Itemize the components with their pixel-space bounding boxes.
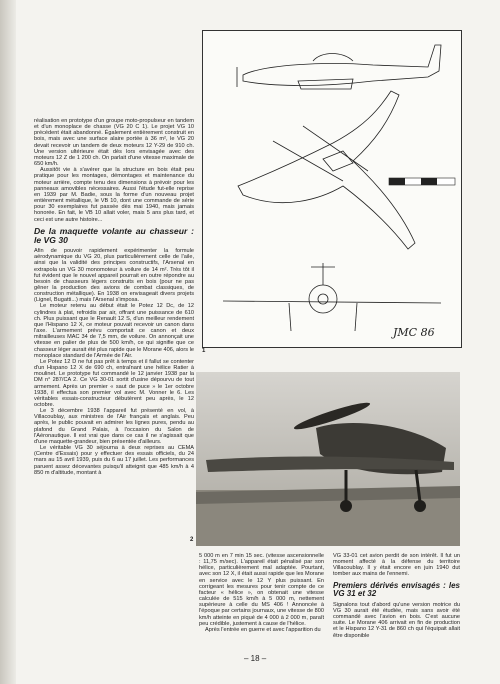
artist-signature: JMC 86 [393, 326, 435, 339]
text-column-1 [34, 118, 194, 476]
three-view-drawing [202, 30, 462, 348]
paragraph: réalisation en prototype d'un groupe moto-propulseur en tandem et d'un monoplace de chasse (VG 20 C 1). Le projet VG 10 précédent était abandonné. Également entièrement construit en bois, mais avec une surface alaire portée à 36 m², le VG 20 devait recevoir un tandem de deux moteurs 12 Y-29 de 910 ch. Une version ultérieure était dès lors envisagée avec des moteurs 12 Z de 1 200 ch. On parlait d'une vitesse maximale de 650 km/h. [34, 118, 194, 168]
paragraph: Le véritable VG 30 séjourna à deux reprises au CEMA (Centre d'Essais) pour y effectuer des essais officiels, du 24 mars au 15 avril 1939, puis du 6 au 17 juillet. Les performances paruent assez décevantes puisqu'il atteignit que 485 km/h à 4 850 m d'altitude, montant à [34, 445, 194, 476]
aircraft-three-view-svg [203, 31, 461, 347]
paragraph: Le 3 décembre 1938 l'appareil fut présenté en vol, à Villacoublay, aux ministres de l'Air français et anglais. Peu après, le public pouvait en admirer les lignes pures, pendu au plafond du Grand Palais, à l'occasion du Salon de l'Aéronautique. Il est vrai que dans ce cas il ne s'agissait que d'une maquette-grandeur, bien présentée d'ailleurs. [34, 408, 194, 445]
paragraph: 5 000 m en 7 min 15 sec. (vitesse ascensionnelle : 11,75 m/sec). L'appareil était pénalisé par son hélice, particulièrement mal adaptée. Pourtant, avec son 12 X, il était aussi rapide que les Morane en service avec le 12 Y plus puissant. En corrigeant les mesures pour tenir compte de ce facteur « hélice », on obtenait une vitesse calculée de 515 km/h à 5 000 m, nettement supérieure à celle du MS 406 ! Annoncée à l'époque par certains journaux, une vitesse de 800 km/h atteinte en piqué de 4 000 à 2 000 m, paraît peu crédible, justement à cause de l'hélice. [199, 553, 324, 627]
text-column-2 [199, 553, 324, 633]
aircraft-photograph [196, 372, 460, 546]
paragraph: VG 33-01 cet avion perdit de son intérêt. Il fut un moment affecté à la défense du territoire Villacoublay. Il y était encore en juin 1940 dut tomber aux mains de l'ennemi. [333, 553, 460, 578]
binding-shadow [0, 0, 16, 684]
section-title: Premiers dérivés envisagés : les VG 31 et 32 [333, 580, 460, 599]
figure-1-label: 1 [202, 348, 206, 354]
page-number: – 18 – [244, 654, 267, 663]
paragraph: Après l'entrée en guerre et avec l'apparition du [205, 626, 321, 633]
photo-svg [196, 372, 460, 546]
section-title: De la maquette volante au chasseur : le VG 30 [34, 225, 194, 245]
paragraph: Le moteur retenu au début était le Potez 12 Dc, de 12 cylindres à plat, refroidis par air, offrant une puissance de 610 ch. Plus puissant que le Renault 12 S, d'un meilleur rendement que l'Hispano 12 X, ce moteur pouvait recevoir un canon dans l'axe. L'armement prévu comportait ce canon et deux mitrailleuses MAC 34 de 7,5 mm, de voilure. On annonçait une vitesse en palier de plus de 500 km/h, ce qui signifie que ce chasseur léger aurait été plus rapide que le Morane 406, alors le monoplace standard de l'Armée de l'Air. [34, 303, 194, 359]
paragraph: Signalons tout d'abord qu'une version motrice du VG 30 aurait été étudiée, mais sans avoir été commandé avec l'avion en bois. C'est aucune suite. Le Morane 406 arrivait en fin de production et le Hispano 12 Y-31 de 860 ch qui l'équipait allait être disponible [333, 601, 460, 639]
paragraph: Afin de pouvoir rapidement expérimenter la formule aérodynamique du VG 20, plus particulièrement celle de l'aile, ainsi que la validité des principes constructifs, l'Arsenal en extrapola un VG 30 monomoteur à voilure de 14 m². Très tôt il fut évident que le nouvel appareil pourrait en outre répondre au besoin de chasseurs légers construits en bois (pour ne pas gêner la production des avions de combat classiques, de construction métallique). En 1938 on envisageait divers projets (Lignel, Bugatti...) mais l'Arsenal s'imposa. [34, 248, 194, 304]
paragraph: Le Potez 12 D ne fut pas prêt à temps et il fallut se contenter d'un Hispano 12 X de 690 ch, entraînant une hélice Ratier à moulinet. Le prototype fut commandé le 12 janvier 1938 par la DM n° 287/CA 2. Ce VG 30-01 sortit d'usine dépourvu de tout armement. Après un premier « saut de puce » le 1er octobre 1938, il effectua son premier vol avec M. Vonner le 6. Les véritables essais-constructeur débutèrent peu après, le 12 octobre. [34, 358, 194, 408]
text-column-3 [333, 553, 460, 639]
figure-2-label: 2 [190, 537, 194, 543]
paragraph: Aussitôt vie à s'avérer que la structure en bois était peu pratique pour les montages, démontages et maintenance du moteur arrière, compte tenu des dimensions à prévoir pour les panneaux amovibles nécessaires. Aussi l'étude fut-elle reprise en 1939 par M. Badie, sous la forme d'un nouveau projet entièrement métallique, le VB 10, dont une commande de série pour 30 exemplaires fut passée dès mai 1940, mais jamais honorée. En fait, le VB 10 allait voler, mais 5 ans plus tard, et ceci est une autre histoire... [34, 167, 194, 223]
